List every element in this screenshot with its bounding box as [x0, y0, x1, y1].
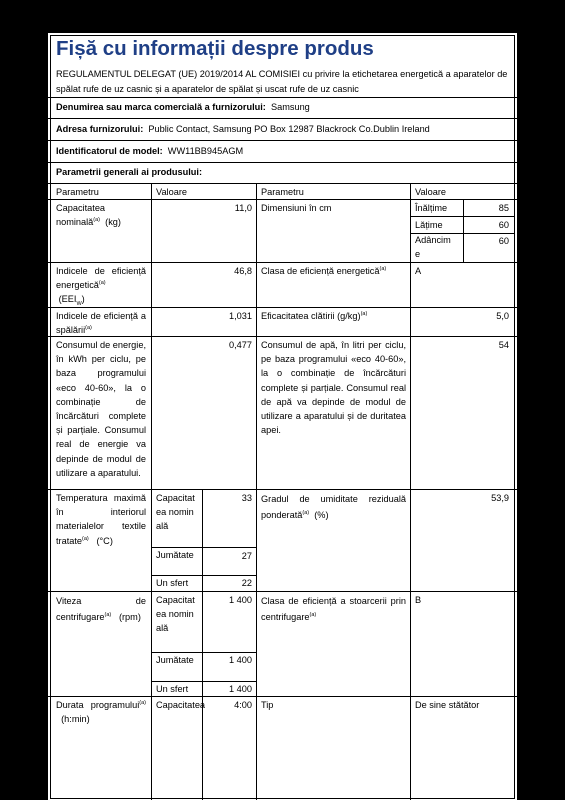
type-label: Tip — [261, 700, 274, 710]
temp-quarter-label: Un sfert — [156, 578, 189, 588]
energy-consumption-label: Consumul de energie, în kWh per ciclu, pe baza programului «eco 40-60», la o combinație de încărcături complete și parțiale. Consumul real de energie va depinde de modul de utilizare a aparatului. — [56, 340, 146, 478]
divider — [48, 183, 517, 184]
page-title: Fișă cu informații despre produs — [56, 37, 374, 60]
width-value: 60 — [498, 220, 509, 230]
washing-index-value: 1,031 — [229, 311, 252, 321]
table-grid-line — [463, 199, 464, 262]
rinsing-label: Eficacitatea clătirii $(g/kg)^{(a)}$ — [261, 310, 368, 321]
divider — [48, 118, 517, 119]
temp-half-value: 27 — [241, 551, 252, 561]
header-value-right: Valoare — [415, 187, 446, 197]
table-grid-line — [48, 307, 517, 308]
water-consumption-label: Consumul de apă, în litri per ciclu, pe baza programului «eco 40-60», la o combinație de încărcături complete și parțiale. Consumul real de apă va depinde de modul de utilizare a aparatului și de duritatea apei. — [261, 340, 406, 436]
duration-rated-value: 4:00 — [234, 700, 252, 710]
temp-rated-value: 33 — [241, 493, 252, 503]
capacity-value: 11,0 — [234, 203, 252, 213]
divider — [48, 162, 517, 163]
type-value: De sine stătător — [415, 700, 480, 710]
table-grid-line — [151, 183, 152, 800]
divider — [48, 140, 517, 141]
table-grid-line — [202, 489, 203, 800]
humidity-label: Gradul de umiditate reziduală ponderată$^{(a)}$ (%) — [261, 494, 406, 520]
header-param-left: Parametru — [56, 187, 99, 197]
supplier-address-label: Adresa furnizorului: — [56, 124, 144, 134]
spin-speed-label: Viteza de centrifugare$^{(a)}$ (rpm) — [56, 596, 146, 622]
depth-value: 60 — [498, 236, 509, 246]
table-grid-line — [410, 183, 411, 800]
table-grid-line — [48, 696, 517, 697]
height-label: Înălțime — [415, 203, 448, 213]
spin-half-label: Jumătate — [156, 655, 194, 665]
washing-index-label: Indicele de eficiență a spălării$^{(a)}$ — [56, 311, 146, 336]
energy-class-value: A — [415, 266, 422, 276]
regulation-text: REGULAMENTUL DELEGAT (UE) 2019/2014 AL COMISIEI cu privire la etichetarea energetică a aparatelor de spălat rufe de uz casnic și a aparatelor de spălat și uscat rufe de uz casnic — [56, 69, 508, 94]
temp-rated-label: Capacitatea nominală — [156, 493, 195, 532]
table-grid-line — [256, 183, 257, 800]
model-row — [56, 144, 243, 159]
spin-half-value: 1 400 — [229, 655, 252, 665]
spin-rated-value: 1 400 — [229, 595, 252, 605]
rinsing-value: 5,0 — [496, 311, 509, 321]
product-information-sheet — [48, 33, 517, 800]
table-grid-line — [48, 489, 517, 490]
spin-class-value: B — [415, 595, 422, 605]
capacity-label: Capacitatea nominală$^{(a)}$ (kg) — [56, 203, 121, 228]
eei-value: 46,8 — [234, 266, 252, 276]
spin-quarter-value: 1 400 — [229, 684, 252, 694]
supplier-address-row — [56, 122, 430, 137]
table-grid-line — [48, 262, 517, 263]
temp-quarter-value: 22 — [241, 578, 252, 588]
header-value-left: Valoare — [156, 187, 187, 197]
temp-half-label: Jumătate — [156, 550, 194, 560]
energy-consumption-value: 0,477 — [229, 340, 252, 350]
table-grid-line — [48, 591, 517, 592]
duration-rated-label: Capacitatea — [156, 700, 206, 710]
depth-label: Adâncime — [415, 235, 451, 259]
divider — [48, 97, 517, 98]
water-consumption-value: 54 — [498, 340, 509, 350]
duration-label: Durata programului$^{(a)}$ (h:min) — [56, 699, 146, 725]
general-parameters-heading: Parametrii generali ai produsului: — [56, 167, 203, 177]
height-value: 85 — [498, 203, 509, 213]
energy-class-label: Clasa de eficiență energetică$^{(a)}$ — [261, 265, 387, 276]
temperature-label: Temperatura maximă în interiorul materialelor textile tratate$^{(a)}$ (°C) — [56, 493, 146, 546]
spin-rated-label: Capacitatea nominală — [156, 595, 195, 634]
dimensions-label: Dimensiuni în cm — [261, 203, 332, 213]
model-value: WW11BB945AGM — [167, 146, 244, 156]
spin-quarter-label: Un sfert — [156, 684, 189, 694]
model-label: Identificatorul de model: — [56, 146, 163, 156]
supplier-name-value: Samsung — [270, 102, 310, 112]
eei-label: Indicele de eficiență energetică$^{(a)}$ $(EEI_W)$ — [56, 266, 146, 308]
supplier-name-row — [56, 100, 310, 115]
spin-class-label: Clasa de eficiență a stoarcerii prin centrifugare$^{(a)}$ — [261, 596, 406, 622]
supplier-name-label: Denumirea sau marca comercială a furnizorului: — [56, 102, 266, 112]
header-param-right: Parametru — [261, 187, 304, 197]
humidity-value: 53,9 — [491, 493, 509, 503]
supplier-address-value: Public Contact, Samsung PO Box 12987 Blackrock Co.Dublin Ireland — [148, 124, 430, 134]
width-label: Lățime — [415, 220, 443, 230]
